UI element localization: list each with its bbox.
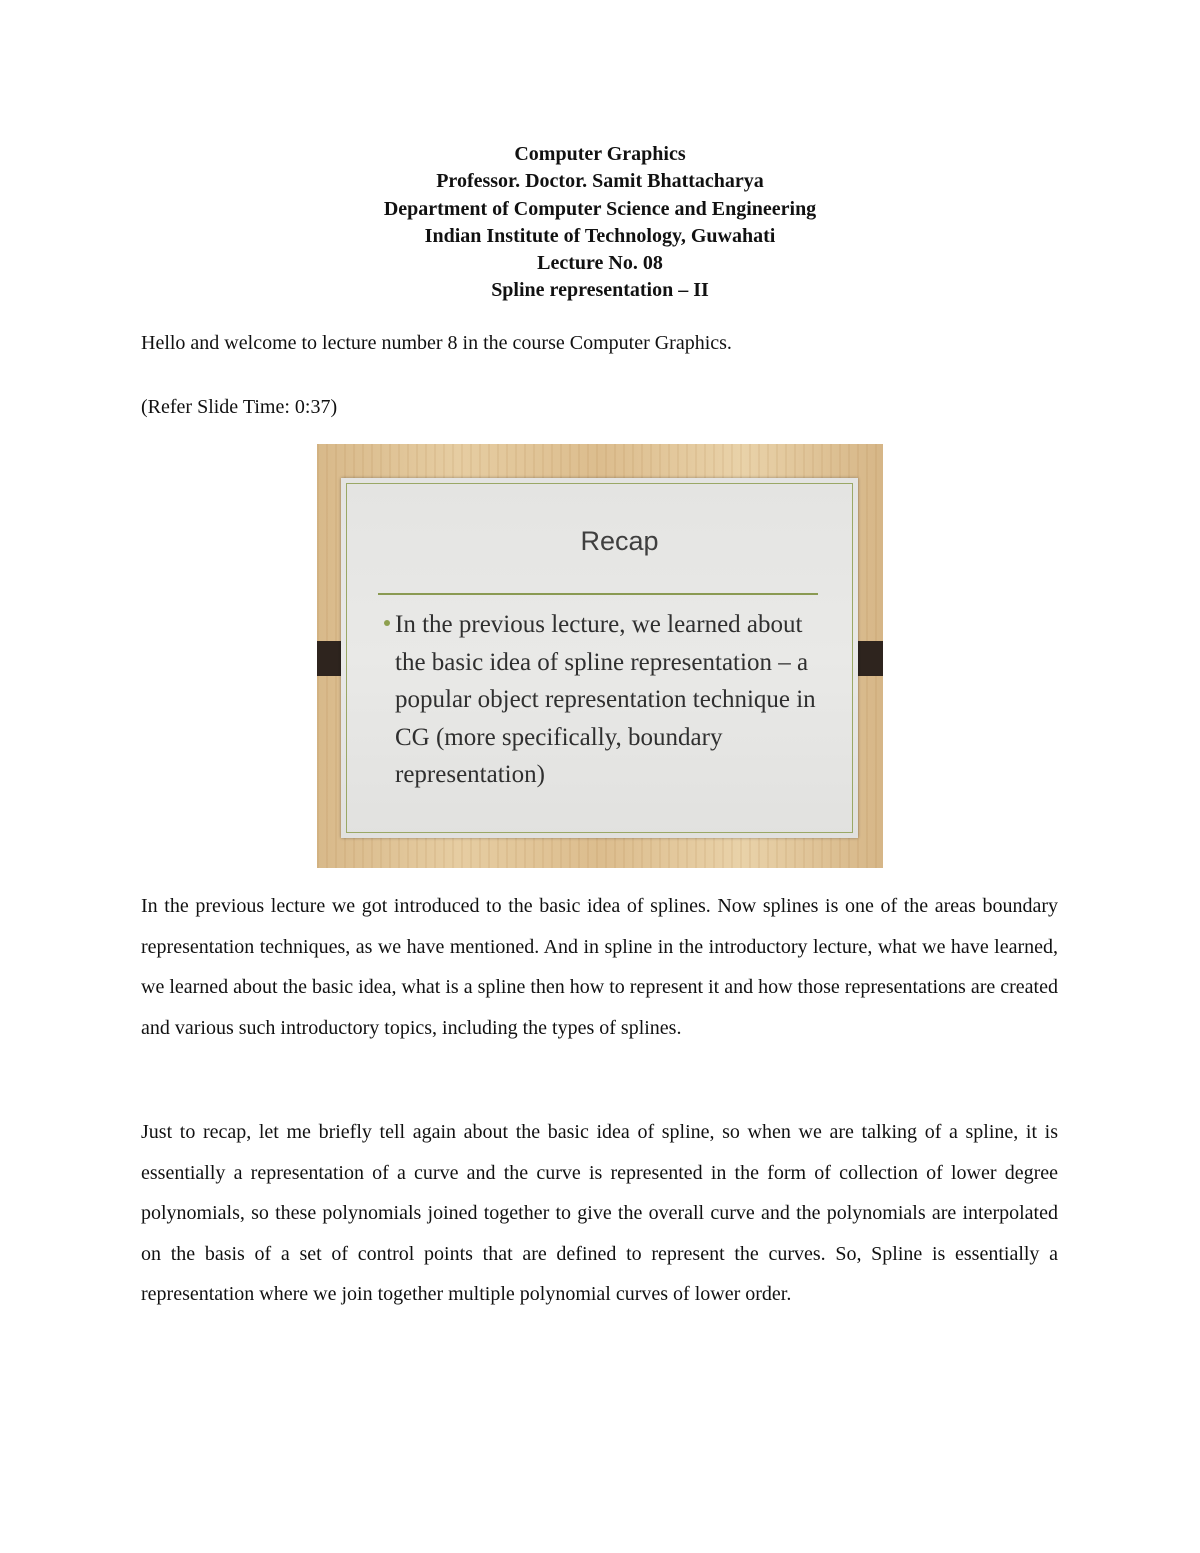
slide-bullet-text: In the previous lecture, we learned about the basic idea of spline representation – a popular object representation technique in CG (more specifically, boundary representation)	[395, 611, 816, 788]
slide-divider	[378, 593, 818, 595]
document-header	[0, 141, 1200, 305]
slide-card	[341, 478, 858, 838]
lecture-topic: Spline representation – II	[491, 279, 709, 302]
slide-image	[317, 444, 883, 868]
body-paragraph-2: Just to recap, let me briefly tell again about the basic idea of spline, so when we are talking of a spline, it is essentially a representation of a curve and the curve is represented in the form of collection of lower degree polynomials, so these polynomials joined together to give the overall curve and the polynomials are interpolated on the basis of a set of control points that are defined to represent the curves. So, Spline is essentially a representation where we join together multiple polynomial curves of lower order.	[141, 1121, 1058, 1305]
professor-name: Professor. Doctor. Samit Bhattacharya	[436, 170, 764, 193]
intro-paragraph: Hello and welcome to lecture number 8 in the course Computer Graphics.	[141, 332, 732, 354]
department-name: Department of Computer Science and Engineering	[383, 197, 817, 220]
slide-title: Recap	[580, 526, 659, 556]
bullet-dot-icon	[384, 620, 390, 626]
body-paragraph-1: In the previous lecture we got introduced to the basic idea of splines. Now splines is one of the areas boundary representation techniques, as we have mentioned. And in spline in the introductory lecture, what we have learned, we learned about the basic idea, what is a spline then how to represent it and how those representations are created and various such introductory topics, including the types of splines.	[141, 895, 1058, 1039]
lecture-number: Lecture No. 08	[537, 252, 663, 275]
course-title: Computer Graphics	[514, 143, 686, 165]
institute-name: Indian Institute of Technology, Guwahati	[424, 224, 776, 247]
slide-time-reference: (Refer Slide Time: 0:37)	[141, 396, 338, 418]
